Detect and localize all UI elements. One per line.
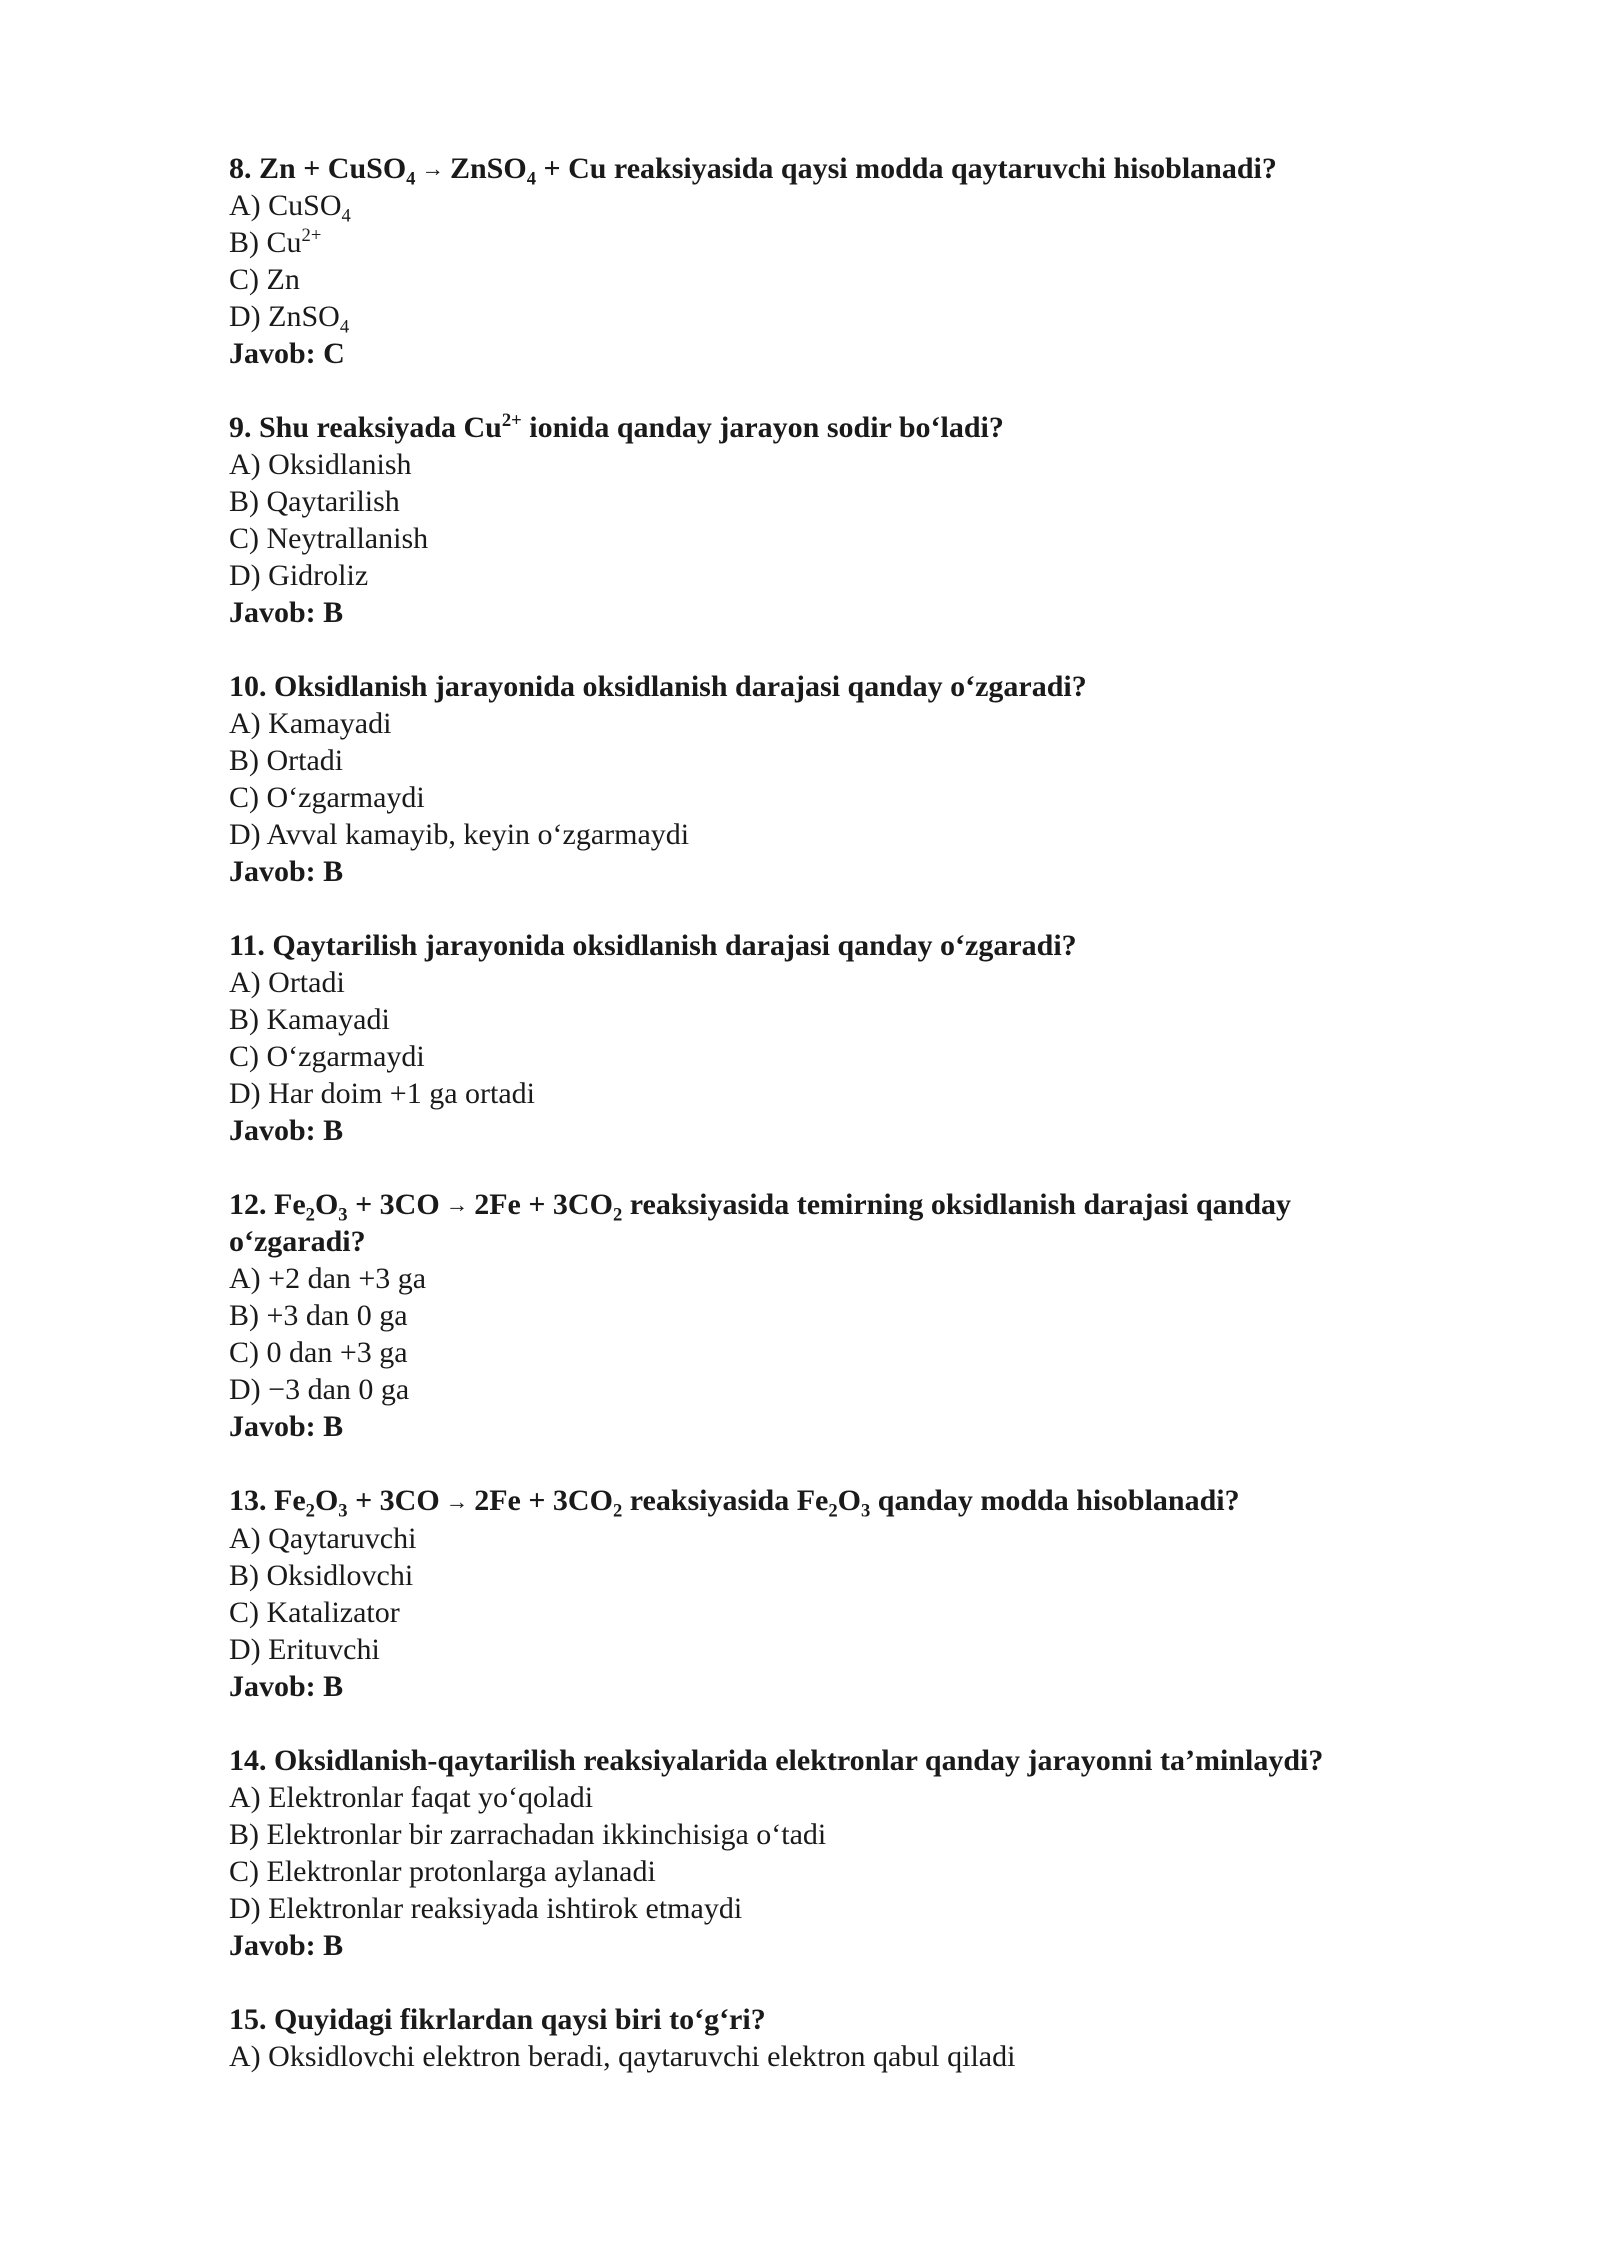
question-15: [229, 2001, 1429, 2075]
question-number: 13.: [229, 1484, 267, 1518]
question-number: 8.: [229, 152, 252, 185]
reaction-arrow: →: [445, 1488, 469, 1514]
option-a: A) Elektronlar faqat yo‘qoladi: [229, 1780, 594, 1814]
option-d: D) ZnSO$_4$: [229, 300, 350, 338]
answer-line: Javob: B: [229, 1928, 344, 1962]
question-number: 14.: [229, 1743, 267, 1777]
question-number: 12.: [229, 1188, 267, 1222]
question-10-text: 10. Oksidlanish jarayonida oksidlanish darajasi qanday o‘zgaradi?: [229, 670, 1087, 704]
option-a: A) Oksidlovchi elektron beradi, qaytaruvchi elektron qabul qiladi: [229, 2039, 1016, 2073]
option-b: B) Elektronlar bir zarrachadan ikkinchisiga o‘tadi: [229, 1817, 827, 1851]
option-d: D) Gidroliz: [229, 559, 369, 593]
question-number: 10.: [229, 670, 267, 704]
option-b: B) Kamayadi: [229, 1003, 390, 1037]
option-c: C) Zn: [229, 263, 300, 297]
option-d: D) Elektronlar reaksiyada ishtirok etmaydi: [229, 1891, 743, 1925]
question-8: [229, 150, 1429, 372]
question-11: [229, 927, 1429, 1149]
question-number: 15.: [229, 2002, 267, 2036]
option-a: A) Ortadi: [229, 966, 345, 1000]
answer-line: Javob: B: [229, 1410, 344, 1444]
question-14-text: 14. Oksidlanish-qaytarilish reaksiyalarida elektronlar qanday jarayonni ta’minlaydi?: [229, 1743, 1324, 1777]
reaction-arrow: →: [445, 1192, 469, 1218]
option-b: B) Qaytarilish: [229, 485, 400, 519]
answer-line: Javob: B: [229, 1669, 344, 1703]
option-a: A) +2 dan +3 ga: [229, 1262, 427, 1296]
question-15-text: 15. Quyidagi fikrlardan qaysi biri to‘g‘ri?: [229, 2002, 766, 2036]
answer-line: Javob: C: [229, 337, 345, 371]
option-a: A) CuSO$_4$: [229, 189, 351, 227]
reaction-arrow: →: [421, 156, 444, 182]
option-c: C) 0 dan +3 ga: [229, 1336, 408, 1370]
option-a: A) Oksidlanish: [229, 448, 412, 482]
question-number: 9.: [229, 411, 252, 445]
question-number: 11.: [229, 929, 265, 963]
option-c: C) Elektronlar protonlarga aylanadi: [229, 1854, 656, 1888]
question-13: [229, 1482, 1429, 1704]
question-12-text: 12. $Fe_2O_3 + 3CO \to 2Fe + 3CO_2$ reaksiyasida temirning oksidlanish darajasi qanday o‘zgaradi?: [229, 1188, 1292, 1259]
option-b: B) +3 dan 0 ga: [229, 1299, 408, 1333]
option-d: D) Avval kamayib, keyin o‘zgarmaydi: [229, 818, 690, 852]
option-c: C) Neytrallanish: [229, 522, 429, 556]
option-b: B) Oksidlovchi: [229, 1558, 414, 1592]
question-9: [229, 409, 1429, 631]
question-8-text: 8. Zn + CuSO$_4$ → ZnSO$_4$ + Cu reaksiyasida qaysi modda qaytaruvchi hisoblanadi?: [229, 152, 1277, 190]
option-d: D) Erituvchi: [229, 1632, 380, 1666]
answer-line: Javob: B: [229, 1114, 344, 1148]
question-10: [229, 668, 1429, 890]
option-b: B) $Cu^{2+}$: [229, 225, 322, 260]
document-content: [229, 150, 1429, 2112]
option-a: A) Qaytaruvchi: [229, 1521, 417, 1555]
option-d: D) Har doim +1 ga ortadi: [229, 1077, 536, 1111]
option-c: C) O‘zgarmaydi: [229, 1040, 425, 1074]
question-9-text: 9. Shu reaksiyada $Cu^{2+}$ ionida qanday jarayon sodir bo‘ladi?: [229, 410, 1004, 445]
question-12: [229, 1186, 1429, 1445]
option-d: D) −3 dan 0 ga: [229, 1373, 410, 1407]
answer-line: Javob: B: [229, 855, 344, 889]
question-13-text: 13. $Fe_2O_3 + 3CO \to 2Fe + 3CO_2$ reaksiyasida $Fe_2O_3$ qanday modda hisoblanadi?: [229, 1484, 1240, 1522]
option-b: B) Ortadi: [229, 744, 344, 778]
option-a: A) Kamayadi: [229, 707, 392, 741]
answer-line: Javob: B: [229, 596, 344, 630]
option-c: C) O‘zgarmaydi: [229, 781, 425, 815]
question-11-text: 11. Qaytarilish jarayonida oksidlanish darajasi qanday o‘zgaradi?: [229, 929, 1077, 963]
option-c: C) Katalizator: [229, 1595, 400, 1629]
question-14: [229, 1742, 1429, 1964]
